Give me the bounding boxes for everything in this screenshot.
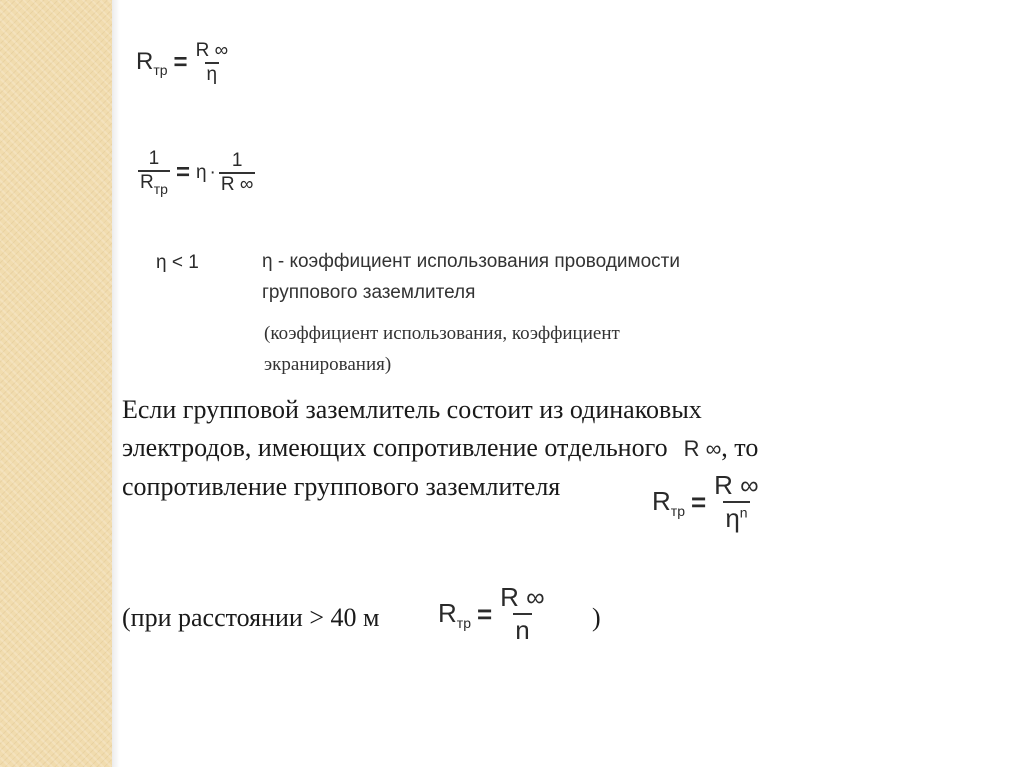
formula-fraction [194,40,231,86]
formula-conductance [138,148,255,197]
fraction-numerator: R ∞ [195,40,229,61]
definition-line-2: группового заземлителя [262,282,476,303]
slide-content [112,0,1024,767]
fraction-numerator: 1 [148,148,160,169]
formula-lhs: $R_{тр}$ [438,597,471,631]
definition-line-1: η - коэффициент использования проводимости [262,251,680,272]
formula-rhs-fraction [219,150,256,196]
alt-names-line-2: экранирования) [264,354,392,375]
fraction-denominator: n [515,615,530,645]
main-line-1: Если групповой заземлитель состоит из одинаковых [122,395,702,424]
formula-large-distance [438,582,547,646]
main-line-3: сопротивление группового заземлителя [122,472,561,501]
main-line-2: электродов, имеющих сопротивление отдельного R ∞, то [122,433,759,462]
distance-note-prefix: (при расстоянии > 40 м [122,603,380,632]
eta-definition [262,246,680,308]
formula-group-resistance-power [652,470,761,534]
alternative-names [264,318,620,380]
formula-fraction [712,470,761,534]
equals-sign: = [690,486,707,517]
equals-sign: = [175,158,190,186]
formula-group-resistance [136,40,230,86]
dot-operator: · [209,161,216,183]
formula-lhs: $R_{тр}$ [136,48,168,78]
eta-condition: η < 1 [156,252,199,273]
formula-lhs-fraction [138,148,170,197]
r-infinity-symbol: R ∞ [683,436,722,461]
formula-fraction [498,582,547,646]
alt-names-line-1: (коэффициент использования, коэффициент [264,323,620,344]
fraction-denominator: $R_{тр}$ [140,172,168,197]
equals-sign: = [173,49,188,76]
fraction-numerator: 1 [231,149,243,171]
fraction-denominator: R ∞ [220,173,254,195]
decorative-sidebar [0,0,112,767]
fraction-denominator: $\eta^n$ [725,503,748,533]
eta-symbol: η [195,161,207,183]
distance-note-suffix: ) [592,603,601,632]
fraction-numerator: R ∞ [500,582,545,612]
formula-lhs: $R_{тр}$ [652,485,685,519]
fraction-numerator: R ∞ [714,470,759,500]
fraction-denominator: η [206,64,218,85]
equals-sign: = [476,598,493,629]
